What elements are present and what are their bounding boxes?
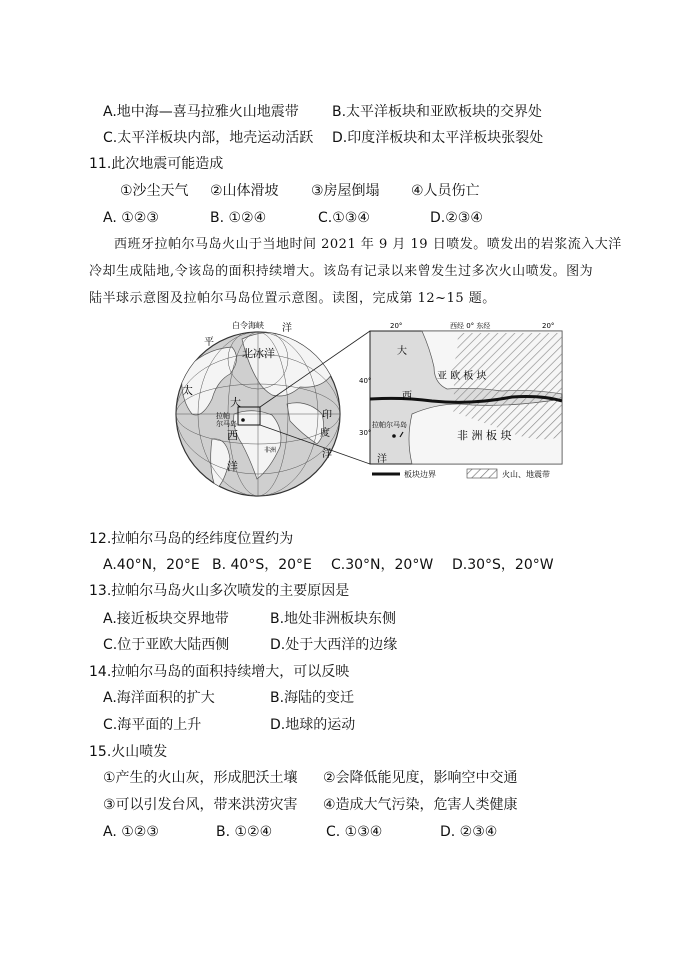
q15-item-1: ①产生的火山灰，形成肥沃土壤 [103,770,298,786]
regional-map [359,321,562,479]
map-plate-africa: 非 洲 板 块 [457,429,512,442]
q14-option-a: A.海洋面积的扩大 [103,690,215,706]
map-lon-mid: 西经 0° 东经 [450,322,491,330]
q12-option-b: B. 40°S，20°E [212,557,312,573]
globe-island-marker [241,418,245,422]
map-label-island: 拉帕尔马岛 [372,421,407,429]
passage-line-1: 西班牙拉帕尔马岛火山于当地时间 2021 年 9 月 19 日喷发。喷发出的岩浆流入大洋 [114,237,622,252]
globe-label-island-2: 尔马岛 [216,420,237,428]
globe-label-pacific-2: 洋 [282,323,292,334]
map-ocean-1: 大 [397,346,407,357]
q12-stem: 12.拉帕尔马岛的经纬度位置约为 [89,531,294,547]
q14-option-c: C.海平面的上升 [103,717,202,733]
map-ocean-2: 西 [402,391,412,402]
globe-label-island-1: 拉帕 [216,412,230,420]
q14-option-b: B.海陆的变迁 [270,690,355,706]
q15-option-a: A. ①②③ [103,824,159,840]
q15-option-b: B. ①②④ [216,824,273,840]
q12-option-c: C.30°N，20°W [331,557,434,573]
globe [176,320,340,496]
q11-item-1: ①沙尘天气 [120,183,189,199]
legend-zone-swatch [467,469,497,478]
q12-option-a: A.40°N，20°E [103,557,200,573]
globe-label-south-ocean: 洋 [227,460,238,473]
q11-item-2: ②山体滑坡 [210,183,279,199]
globe-label-indian-3: 洋 [322,449,332,460]
q11-option-d: D.②③④ [430,210,483,226]
q14-option-d: D.地球的运动 [270,717,356,733]
q15-item-4: ④造成大气污染，危害人类健康 [323,797,518,813]
q11-item-4: ④人员伤亡 [411,183,480,199]
legend-zone-label: 火山、地震带 [502,470,550,479]
q10-option-d: D.印度洋板块和太平洋板块张裂处 [332,130,544,146]
q11-option-c: C.①③④ [318,210,370,226]
q11-item-3: ③房屋倒塌 [311,183,380,199]
q11-option-a: A. ①②③ [103,210,159,226]
q10-option-a: A.地中海—喜马拉雅火山地震带 [103,104,299,120]
globe-label-indian-2: 度 [320,428,330,439]
q13-option-d: D.处于大西洋的边缘 [270,637,398,653]
q13-option-b: B.地处非洲板块东侧 [270,611,397,627]
q14-stem: 14.拉帕尔马岛的面积持续增大，可以反映 [89,664,350,680]
q15-item-3: ③可以引发台风，带来洪涝灾害 [103,797,298,813]
q13-option-a: A.接近板块交界地带 [103,611,229,627]
q11-option-b: B. ①②④ [210,210,267,226]
q12-option-d: D.30°S，20°W [452,557,554,573]
figure [172,319,572,519]
globe-label-africa: 非洲 [264,447,277,454]
legend-boundary-label: 板块边界 [404,470,436,479]
q15-option-c: C. ①③④ [326,824,383,840]
q15-item-2: ②会降低能见度，影响空中交通 [323,770,518,786]
globe-and-map-figure [172,319,572,519]
map-lat-30: 30° [359,429,372,437]
map-island-marker [392,434,396,438]
globe-label-arctic: 北冰洋 [242,347,275,360]
passage-line-2: 冷却生成陆地,令该岛的面积持续增大。该岛有记录以来曾发生过多次火山喷发。图为 [89,264,594,279]
globe-label-tai: 太 [182,384,193,397]
q10-option-c: C.太平洋板块内部，地壳运动活跃 [103,130,314,146]
map-plate-eurasia: 亚 欧 板 块 [437,371,487,382]
map-ocean-3: 洋 [377,454,387,465]
passage-line-3: 陆半球示意图及拉帕尔马岛位置示意图。读图，完成第 12~15 题。 [89,291,496,306]
map-lat-40: 40° [359,377,372,385]
globe-label-pacific-1: 平 [204,337,214,348]
q13-option-c: C.位于亚欧大陆西侧 [103,637,230,653]
q15-stem: 15.火山喷发 [89,744,168,760]
globe-label-indian-1: 印 [322,410,332,421]
globe-label-bering: 白令海峡 [232,321,264,330]
q15-option-d: D. ②③④ [440,824,498,840]
q13-stem: 13.拉帕尔马岛火山多次喷发的主要原因是 [89,583,350,599]
globe-label-atlantic-2: 西 [227,429,238,442]
map-lon-left: 20° [390,322,403,330]
globe-label-atlantic-1: 大 [230,396,241,409]
q11-stem: 11.此次地震可能造成 [89,156,224,172]
q10-option-b: B.太平洋板块和亚欧板块的交界处 [332,104,543,120]
map-lon-right: 20° [542,322,555,330]
